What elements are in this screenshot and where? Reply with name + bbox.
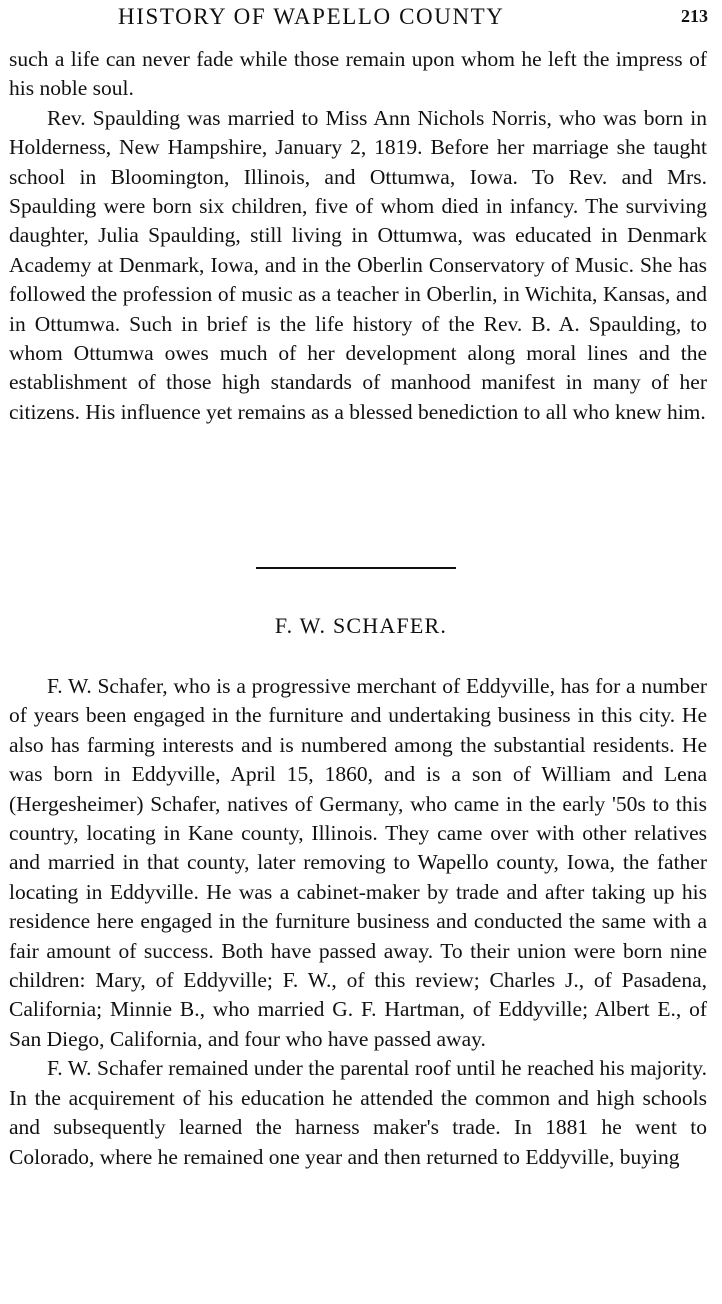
running-header (0, 2, 722, 32)
paragraph-spaulding-marriage: Rev. Spaulding was married to Miss Ann Nichols Norris, who was born in Holderness, New Hampshire, January 2, 1819. Before her marriage she taught school in Bloomington, Illinois, and Ottumwa, Iowa. To Rev. and Mrs. Spaulding were born six children, five of whom died in infancy. The surviving daughter, Julia Spaulding, still living in Ottumwa, was educated in Denmark Academy at Denmark, Iowa, and in the Oberlin Conservatory of Music. She has followed the profession of music as a teacher in Oberlin, in Wichita, Kansas, and in Ottumwa. Such in brief is the life history of the Rev. B. A. Spaulding, to whom Ottumwa owes much of her development along moral lines and the establishment of those high standards of manhood manifest in many of her citizens. His influence yet remains as a blessed benediction to all who knew him. (9, 105, 707, 424)
running-title: HISTORY OF WAPELLO COUNTY (118, 4, 505, 29)
paragraph-continuation: such a life can never fade while those remain upon whom he left the impress of his noble soul. (9, 47, 707, 101)
page-number: 213 (681, 6, 708, 26)
paragraph-schafer-career: F. W. Schafer remained under the parental roof until he reached his majority. In the acquirement of his education he attended the common and high schools and subsequently learned the harness maker's trade. In 1881 he went to Colorado, where he remained one year and then returned to Eddyville, buying (9, 1056, 707, 1169)
section-divider (256, 567, 456, 569)
spaulding-text-block (9, 45, 707, 427)
section-heading: F. W. SCHAFER. (274, 613, 448, 638)
schafer-text-block (9, 672, 707, 1172)
paragraph-schafer-family: F. W. Schafer, who is a progressive merchant of Eddyville, has for a number of years been engaged in the furniture and undertaking business in this city. He also has farming interests and is numbered among the substantial residents. He was born in Eddyville, April 15, 1860, and is a son of William and Lena (Hergesheimer) Schafer, natives of Germany, who came in the early '50s to this country, locating in Kane county, Illinois. They came over with other relatives and married in that county, later removing to Wapello county, Iowa, the father locating in Eddyville. He was a cabinet-maker by trade and after taking up his residence here engaged in the furniture business and conducted the same with a fair amount of success. Both have passed away. To their union were born nine children: Mary, of Eddyville; F. W., of this review; Charles J., of Pasadena, California; Minnie B., who married G. F. Hartman, of Eddyville; Albert E., of San Diego, California, and four who have passed away. (9, 674, 707, 1051)
